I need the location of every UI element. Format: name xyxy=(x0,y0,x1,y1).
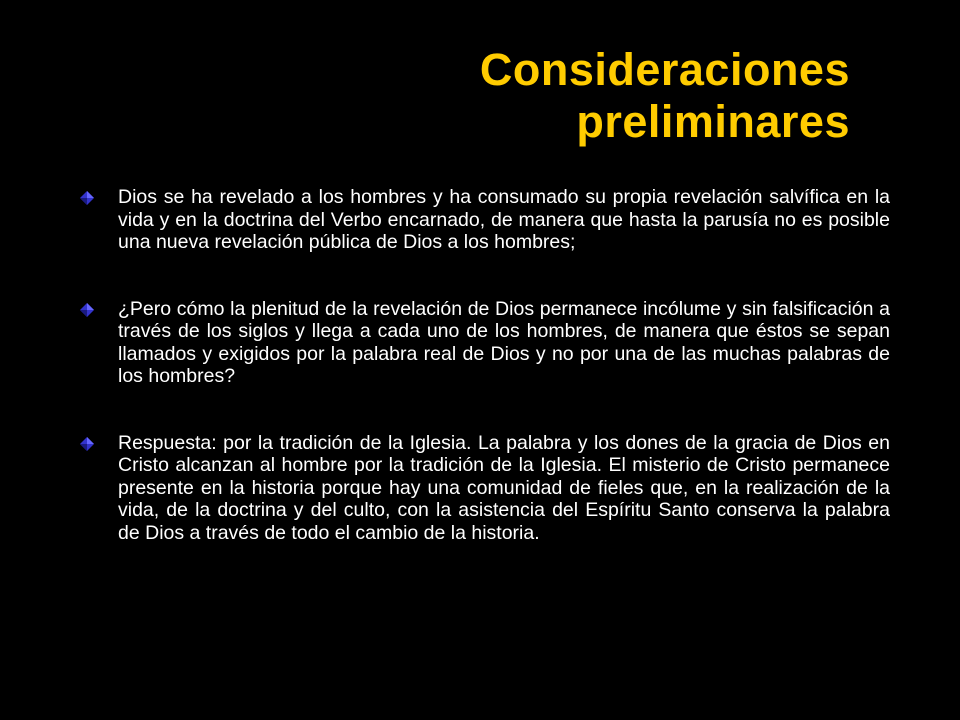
bullet-item xyxy=(80,432,890,545)
slide-title xyxy=(210,44,850,148)
slide-title-line-2: preliminares xyxy=(576,96,850,147)
bullet-text: ¿Pero cómo la plenitud de la revelación de Dios permanece incólume y sin falsificación a través de los siglos y llega a cada uno de los hombres, de manera que éstos se sepan llamados y exigidos por la palabra real de Dios y no por una de las muchas palabras de los hombres? xyxy=(118,297,890,387)
bullet-item xyxy=(80,298,890,388)
diamond-bullet-icon xyxy=(80,303,94,317)
bullet-item xyxy=(80,186,890,254)
diamond-bullet-icon xyxy=(80,437,94,451)
bullet-list xyxy=(80,186,890,544)
bullet-text: Respuesta: por la tradición de la Iglesia. La palabra y los dones de la gracia de Dios en Cristo alcanzan al hombre por la tradición de la Iglesia. El misterio de Cristo permanece presente en la historia porque hay una comunidad de fieles que, en la realización de la vida, de la doctrina y del culto, con la asistencia del Espíritu Santo conserva la palabra de Dios a través de todo el cambio de la historia. xyxy=(118,431,890,544)
diamond-bullet-icon xyxy=(80,191,94,205)
slide-title-line-1: Consideraciones xyxy=(479,44,850,95)
bullet-text: Dios se ha revelado a los hombres y ha consumado su propia revelación salvífica en la vida y en la doctrina del Verbo encarnado, de manera que hasta la parusía no es posible una nueva revelación pública de Dios a los hombres; xyxy=(118,186,890,253)
